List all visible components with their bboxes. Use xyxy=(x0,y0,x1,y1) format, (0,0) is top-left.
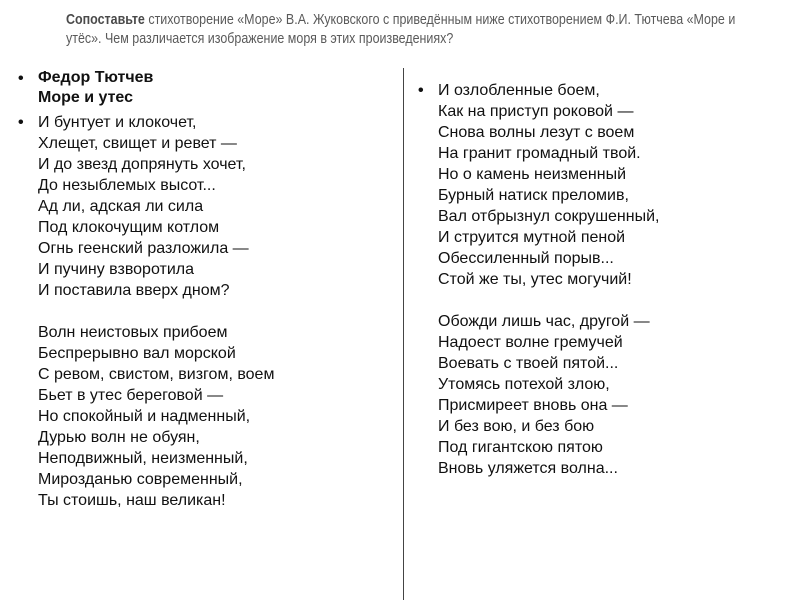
poem-line: До незыблемых высот... xyxy=(38,177,216,194)
poem-line: Вновь уляжется волна... xyxy=(438,460,618,477)
poem-title: Море и утес xyxy=(38,89,134,106)
poem-line: На гранит громадный твой. xyxy=(438,145,641,162)
poem-line: Ад ли, адская ли сила xyxy=(38,198,204,215)
poem-line: Снова волны лезут с воем xyxy=(438,124,635,141)
poem-line: Воевать с твоей пятой... xyxy=(438,355,619,372)
poem-line: И пучину взворотила xyxy=(38,261,194,278)
poem-line: Но спокойный и надменный, xyxy=(38,408,251,425)
poem-line: Хлещет, свищет и ревет — xyxy=(38,135,237,152)
poem-line: Неподвижный, неизменный, xyxy=(38,450,248,467)
stanza-right-1 xyxy=(438,80,788,290)
poem-line: Беспрерывно вал морской xyxy=(38,345,236,362)
poem-line: Бьет в утес береговой — xyxy=(38,387,224,404)
poem-line: Ты стоишь, наш великан! xyxy=(38,492,226,509)
poem-line: Под гигантскою пятою xyxy=(438,439,603,456)
poem-line: Стой же ты, утес могучий! xyxy=(438,271,632,288)
left-column xyxy=(18,68,398,511)
poem-line: И без вою, и без бою xyxy=(438,418,595,435)
task-header-line-1 xyxy=(66,11,736,30)
poem-line: Обожди лишь час, другой — xyxy=(438,313,650,330)
poem-line: Вал отбрызнул сокрушенный, xyxy=(438,208,660,225)
poem-line: Бурный натиск преломив, xyxy=(438,187,629,204)
poem-line: Как на приступ роковой — xyxy=(438,103,634,120)
task-header-text: стихотворение «Море» В.А. Жуковского с приведённым ниже стихотворением Ф.И. Тютчева «Море и xyxy=(144,12,736,28)
bullet-point: • xyxy=(18,114,24,131)
bullet-point: • xyxy=(418,82,424,99)
poem-line: И озлобленные боем, xyxy=(438,82,600,99)
poem-line: И бунтует и клокочет, xyxy=(38,114,197,131)
poem-line: Присмиреет вновь она — xyxy=(438,397,628,414)
bullet-point: • xyxy=(18,70,24,87)
poem-line: Но о камень неизменный xyxy=(438,166,627,183)
poem-body-right xyxy=(418,80,788,479)
poem-line: С ревом, свистом, визгом, воем xyxy=(38,366,275,383)
task-header xyxy=(66,11,736,49)
poem-line: Дурью волн не обуян, xyxy=(38,429,200,446)
right-column xyxy=(418,80,788,479)
stanza-right-2 xyxy=(438,311,788,479)
poem-body-left xyxy=(18,112,398,511)
poem-line: И до звезд допрянуть хочет, xyxy=(38,156,246,173)
stanza-left-2 xyxy=(38,322,398,511)
poem-line: Под клокочущим котлом xyxy=(38,219,220,236)
poem-line: Огнь геенский разложила — xyxy=(38,240,249,257)
stanza-gap xyxy=(38,301,398,322)
poem-line: И поставила вверх дном? xyxy=(38,282,230,299)
poem-heading xyxy=(18,68,398,108)
stanza-left-1 xyxy=(38,112,398,301)
poem-line: Обессиленный порыв... xyxy=(438,250,614,267)
poem-author: Федор Тютчев xyxy=(38,69,154,86)
poem-line: И струится мутной пеной xyxy=(438,229,626,246)
poem-line: Надоест волне гремучей xyxy=(438,334,623,351)
stanza-gap xyxy=(438,290,788,311)
column-divider xyxy=(403,68,404,600)
poem-line: Волн неистовых прибоем xyxy=(38,324,228,341)
task-header-line-2: утёс». Чем различается изображение моря в этих произведениях? xyxy=(66,31,454,47)
task-header-keyword: Сопоставьте xyxy=(66,12,145,28)
poem-line: Утомясь потехой злою, xyxy=(438,376,610,393)
poem-line: Мирозданью современный, xyxy=(38,471,243,488)
